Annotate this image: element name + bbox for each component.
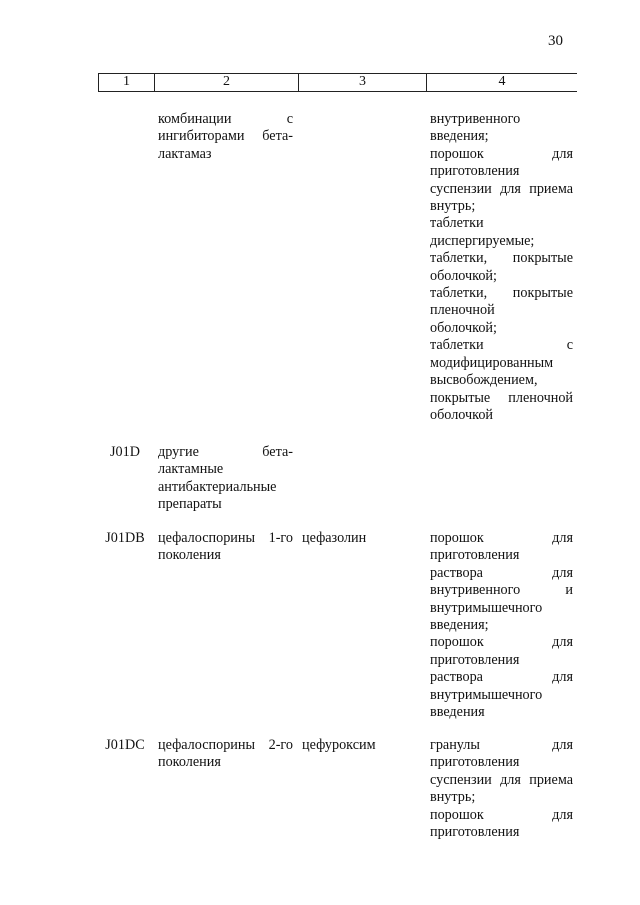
row-0-group	[158, 111, 293, 163]
row-0-form-line: порошок для	[430, 145, 573, 162]
row-0-form-line: таблетки, покрытые	[430, 250, 573, 267]
row-3-group	[158, 737, 293, 772]
row-2-form-line: порошок для	[430, 530, 573, 546]
column-header-row	[98, 73, 577, 92]
row-0-form-line: высвобождением,	[430, 372, 538, 389]
row-3-drug: цефуроксим	[302, 737, 376, 753]
row-0-group-line: лактамаз	[158, 145, 212, 162]
row-2-form-line: раствора для	[430, 669, 573, 686]
row-2-form-line: введения	[430, 704, 485, 721]
row-3-forms	[430, 737, 573, 841]
row-2-form-line: внутримышечного	[430, 599, 543, 616]
row-2-form-line: внутривенного и	[430, 582, 573, 599]
row-1-group-line: препараты	[158, 496, 222, 513]
row-0-form-line: пленочной	[430, 302, 495, 319]
row-0-form-line: таблетки	[430, 215, 484, 232]
row-2-forms	[430, 530, 573, 721]
row-0-form-line: оболочкой;	[430, 319, 497, 336]
row-0-form-line: оболочкой	[430, 406, 494, 423]
row-2-form-line: введения;	[430, 617, 489, 634]
page-number: 30	[548, 33, 563, 49]
column-header-3: 3	[299, 74, 427, 91]
row-0-form-line: введения;	[430, 128, 489, 145]
row-0-form-line: таблетки с	[430, 337, 573, 354]
row-2-form-line: приготовления	[430, 547, 520, 564]
row-0-form-line: диспергируемые;	[430, 232, 535, 249]
row-0-forms	[430, 111, 573, 424]
row-2-form-line: раствора для	[430, 564, 573, 581]
row-3-form-line: приготовления	[430, 824, 520, 841]
row-3-group-line: цефалоспорины 2-го	[158, 737, 293, 753]
row-2-drug: цефазолин	[302, 530, 367, 546]
row-1-group	[158, 444, 293, 514]
row-2-form-line: приготовления	[430, 651, 520, 668]
row-0-group-line: комбинации с	[158, 111, 293, 127]
row-0-form-line: покрытые пленочной	[430, 389, 573, 406]
row-0-form-line: внутривенного	[430, 111, 521, 127]
row-1-group-line: лактамные	[158, 461, 224, 478]
column-header-1: 1	[99, 74, 155, 91]
row-3-form-line: порошок для	[430, 806, 573, 823]
row-2-form-line: внутримышечного	[430, 686, 543, 703]
row-1-group-line: антибактериальные	[158, 478, 277, 495]
row-3-group-line: поколения	[158, 754, 221, 771]
row-0-form-line: оболочкой;	[430, 267, 497, 284]
row-2-form-line: порошок для	[430, 634, 573, 651]
row-2-code: J01DB	[105, 530, 145, 546]
row-3-form-line: приготовления	[430, 754, 520, 771]
row-1-group-line: другие бета-	[158, 444, 293, 460]
row-2-group	[158, 530, 293, 565]
row-0-form-line: суспензии для приема	[430, 180, 573, 197]
row-0-form-line: модифицированным	[430, 354, 554, 371]
row-3-form-line: гранулы для	[430, 737, 573, 753]
row-2-group-line: цефалоспорины 1-го	[158, 530, 293, 546]
row-3-form-line: суспензии для приема	[430, 771, 573, 788]
column-header-4: 4	[498, 74, 506, 89]
row-0-form-line: таблетки, покрытые	[430, 285, 573, 302]
column-header-2: 2	[155, 74, 299, 91]
row-1-code: J01D	[110, 444, 140, 460]
row-2-group-line: поколения	[158, 547, 221, 564]
row-3-code: J01DC	[105, 737, 145, 753]
row-0-form-line: внутрь;	[430, 198, 476, 215]
row-0-group-line: ингибиторами бета-	[158, 128, 293, 145]
row-0-form-line: приготовления	[430, 163, 520, 180]
row-3-form-line: внутрь;	[430, 789, 476, 806]
